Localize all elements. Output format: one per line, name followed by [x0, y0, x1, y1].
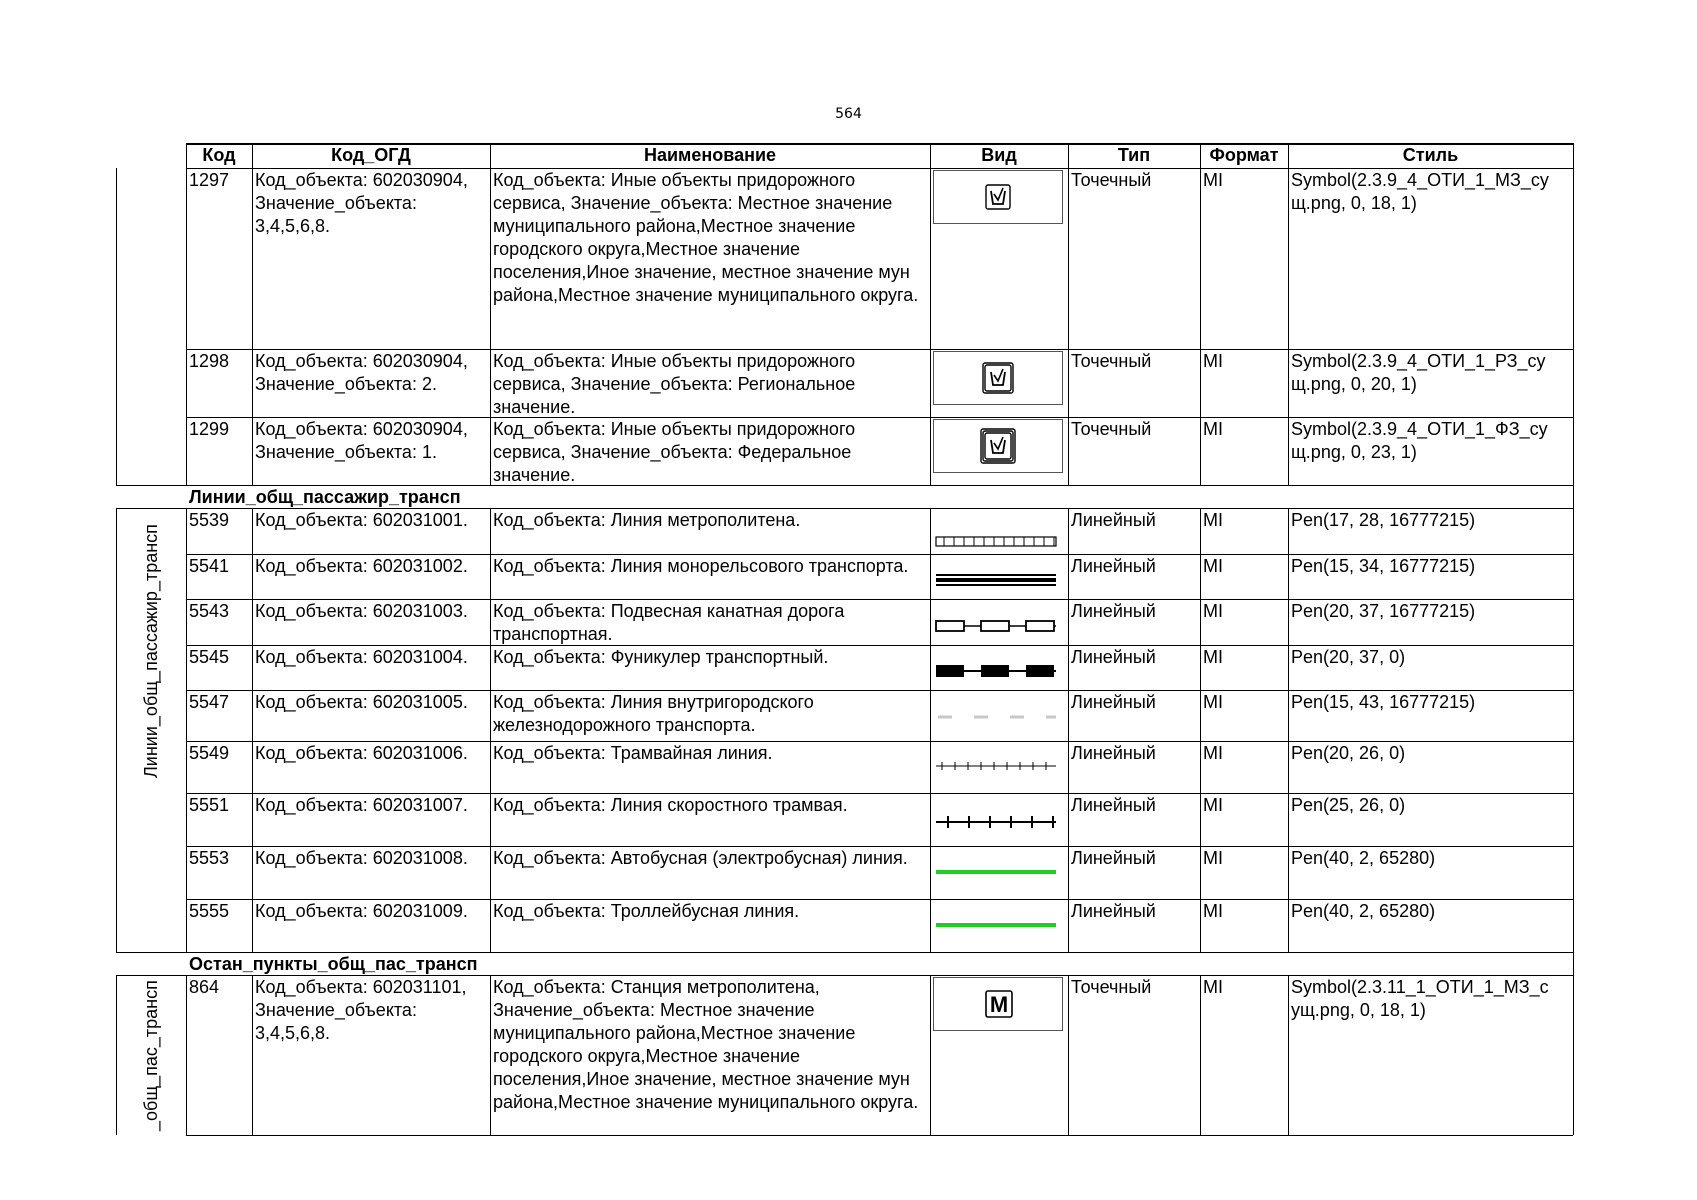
table-rule [186, 508, 187, 952]
column-header-style: Стиль [1402, 145, 1459, 165]
cell-style: Pen(20, 26, 0) [1291, 743, 1406, 763]
table-rule [1200, 508, 1201, 952]
cell-format: MI [1203, 977, 1223, 997]
cell-ogd: Код_объекта: 602031101, Значение_объекта: 3,4,5,6,8. [255, 977, 467, 1043]
cell-code: 1299 [189, 419, 230, 439]
cell-ogd: Код_объекта: 602031005. [255, 692, 468, 712]
cell-name: Код_объекта: Станция метрополитена, Значение_объекта: Местное значение муниципального района,Местное значение городского округа,Местное значение поселения,Иное значение, местное значение мун района,Местное значение муниципального округа. [493, 977, 919, 1112]
cell-ogd: Код_объекта: 602031004. [255, 647, 468, 667]
table-rule [1573, 952, 1574, 975]
cell-type: Линейный [1071, 692, 1156, 712]
cell-name: Код_объекта: Иные объекты придорожного сервиса, Значение_объекта: Региональное значение. [493, 351, 856, 417]
table-rule [116, 975, 117, 1135]
cell-name: Код_объекта: Иные объекты придорожного сервиса, Значение_объекта: Местное значение муниципального района,Местное значение городского округа,Местное значение поселения,Иное значение, местное значение мун района,Местное значение муниципального округа. [493, 170, 919, 305]
cell-name: Код_объекта: Линия метрополитена. [493, 510, 801, 530]
table-rule [186, 975, 187, 1135]
cell-code: 864 [189, 977, 220, 997]
group-side-label: Линии_общ_пассажир_трансп [141, 524, 161, 778]
cell-type: Точечный [1071, 351, 1152, 371]
cell-format: MI [1203, 848, 1223, 868]
cup-federal-icon [933, 419, 1063, 473]
cell-style: Pen(20, 37, 0) [1291, 647, 1406, 667]
table-rule [116, 168, 117, 485]
column-header-name: Наименование [643, 145, 777, 165]
bus-line-icon [934, 846, 1064, 904]
cell-type: Линейный [1071, 647, 1156, 667]
svg-text:M: M [989, 992, 1009, 1017]
cell-type: Точечный [1071, 977, 1152, 997]
cell-name: Код_объекта: Фуникулер транспортный. [493, 647, 829, 667]
cell-code: 5547 [189, 692, 230, 712]
table-rule [930, 143, 931, 485]
cell-format: MI [1203, 647, 1223, 667]
table-rule [1288, 975, 1289, 1135]
group-title: Линии_общ_пассажир_трансп [189, 487, 461, 507]
cell-code: 5539 [189, 510, 230, 530]
table-rule [1200, 143, 1201, 485]
monorail-line-icon [934, 554, 1064, 604]
cell-code: 5555 [189, 901, 230, 921]
cell-code: 5541 [189, 556, 230, 576]
table-rule [490, 508, 491, 952]
table-rule [1288, 143, 1289, 485]
table-rule [930, 508, 931, 952]
cell-name: Код_объекта: Линия скоростного трамвая. [493, 795, 848, 815]
group-title: Остан_пункты_общ_пас_трансп [189, 954, 478, 974]
cell-type: Линейный [1071, 601, 1156, 621]
table-rule [116, 508, 1573, 509]
column-header-type: Тип [1117, 145, 1151, 165]
urban-rail-line-icon [934, 690, 1064, 746]
table-rule [1288, 508, 1289, 952]
cell-code: 5551 [189, 795, 230, 815]
cell-style: Pen(20, 37, 16777215) [1291, 601, 1476, 621]
cell-style: Pen(15, 34, 16777215) [1291, 556, 1476, 576]
cell-name: Код_объекта: Линия монорельсового транспорта. [493, 556, 909, 576]
cell-ogd: Код_объекта: 602031007. [255, 795, 468, 815]
cell-ogd: Код_объекта: 602030904, Значение_объекта: 2. [255, 351, 468, 394]
cell-code: 5545 [189, 647, 230, 667]
cell-format: MI [1203, 419, 1223, 439]
cell-style: Symbol(2.3.11_1_ОТИ_1_МЗ_с ущ.png, 0, 18, 1) [1291, 977, 1549, 1020]
cell-style: Symbol(2.3.9_4_ОТИ_1_ФЗ_су щ.png, 0, 23, 1) [1291, 419, 1548, 462]
table-rule [490, 143, 491, 485]
table-rule [1573, 975, 1574, 1135]
cell-ogd: Код_объекта: 602031001. [255, 510, 468, 530]
cell-code: 1297 [189, 170, 230, 190]
cup-local-icon [933, 170, 1063, 224]
cell-name: Код_объекта: Трамвайная линия. [493, 743, 773, 763]
cell-type: Линейный [1071, 743, 1156, 763]
cell-style: Pen(15, 43, 16777215) [1291, 692, 1476, 712]
cell-type: Линейный [1071, 848, 1156, 868]
cell-style: Pen(40, 2, 65280) [1291, 901, 1436, 921]
table-rule [252, 975, 253, 1135]
cell-format: MI [1203, 510, 1223, 530]
trolleybus-line-icon [934, 899, 1064, 957]
column-header-ogd: Код_ОГД [331, 145, 411, 165]
cell-format: MI [1203, 901, 1223, 921]
table-rule [1573, 508, 1574, 952]
cell-type: Линейный [1071, 795, 1156, 815]
cell-ogd: Код_объекта: 602031003. [255, 601, 468, 621]
cell-ogd: Код_объекта: 602031002. [255, 556, 468, 576]
cell-code: 5543 [189, 601, 230, 621]
cell-style: Symbol(2.3.9_4_ОТИ_1_РЗ_су щ.png, 0, 20, 1) [1291, 351, 1546, 394]
cell-name: Код_объекта: Иные объекты придорожного сервиса, Значение_объекта: Федеральное значение. [493, 419, 856, 485]
cup-regional-icon [933, 351, 1063, 405]
table-rule [186, 1135, 1573, 1136]
table-rule [186, 143, 1573, 145]
table-rule [1068, 975, 1069, 1135]
table-rule [1573, 143, 1574, 485]
cell-type: Точечный [1071, 170, 1152, 190]
cell-ogd: Код_объекта: 602031009. [255, 901, 468, 921]
cell-code: 1298 [189, 351, 230, 371]
cell-ogd: Код_объекта: 602031008. [255, 848, 468, 868]
table-rule [186, 143, 187, 485]
table-rule [252, 143, 253, 485]
cell-code: 5553 [189, 848, 230, 868]
column-header-code: Код [202, 145, 236, 165]
table-rule [116, 952, 186, 953]
cell-style: Pen(25, 26, 0) [1291, 795, 1406, 815]
table-rule [930, 975, 931, 1135]
cell-style: Symbol(2.3.9_4_ОТИ_1_МЗ_су щ.png, 0, 18, 1) [1291, 170, 1549, 213]
cell-type: Линейный [1071, 901, 1156, 921]
cell-name: Код_объекта: Линия внутригородского железнодорожного транспорта. [493, 692, 814, 735]
cell-type: Точечный [1071, 419, 1152, 439]
table-rule [116, 975, 1573, 976]
group-side-label: _общ_пас_трансп [141, 980, 161, 1131]
funicular-line-icon [934, 645, 1064, 695]
table-rule [1573, 485, 1574, 508]
cell-type: Линейный [1071, 556, 1156, 576]
cell-format: MI [1203, 692, 1223, 712]
cell-format: MI [1203, 351, 1223, 371]
cell-name: Код_объекта: Троллейбусная линия. [493, 901, 800, 921]
cell-name: Код_объекта: Автобусная (электробусная) линия. [493, 848, 908, 868]
table-rule [252, 508, 253, 952]
cell-style: Pen(40, 2, 65280) [1291, 848, 1436, 868]
cell-name: Код_объекта: Подвесная канатная дорога транспортная. [493, 601, 845, 644]
cell-style: Pen(17, 28, 16777215) [1291, 510, 1476, 530]
cell-code: 5549 [189, 743, 230, 763]
cell-ogd: Код_объекта: 602030904, Значение_объекта: 1. [255, 419, 468, 462]
cableway-line-icon [934, 599, 1064, 650]
table-rule [116, 508, 117, 952]
table-rule [1068, 508, 1069, 952]
metro-line-icon [934, 508, 1064, 559]
cell-type: Линейный [1071, 510, 1156, 530]
tram-line-icon [934, 741, 1064, 798]
metro-station-icon [933, 977, 1063, 1031]
cell-format: MI [1203, 556, 1223, 576]
cell-ogd: Код_объекта: 602031006. [255, 743, 468, 763]
table-rule [1200, 975, 1201, 1135]
table-rule [490, 975, 491, 1135]
column-header-view: Вид [981, 145, 1017, 165]
column-header-format: Формат [1209, 145, 1279, 165]
cell-ogd: Код_объекта: 602030904, Значение_объекта: 3,4,5,6,8. [255, 170, 468, 236]
cell-format: MI [1203, 601, 1223, 621]
cell-format: MI [1203, 743, 1223, 763]
cell-format: MI [1203, 170, 1223, 190]
table-rule [1068, 143, 1069, 485]
page-number: 564 [835, 106, 862, 122]
rapid-tram-line-icon [934, 793, 1064, 851]
cell-format: MI [1203, 795, 1223, 815]
